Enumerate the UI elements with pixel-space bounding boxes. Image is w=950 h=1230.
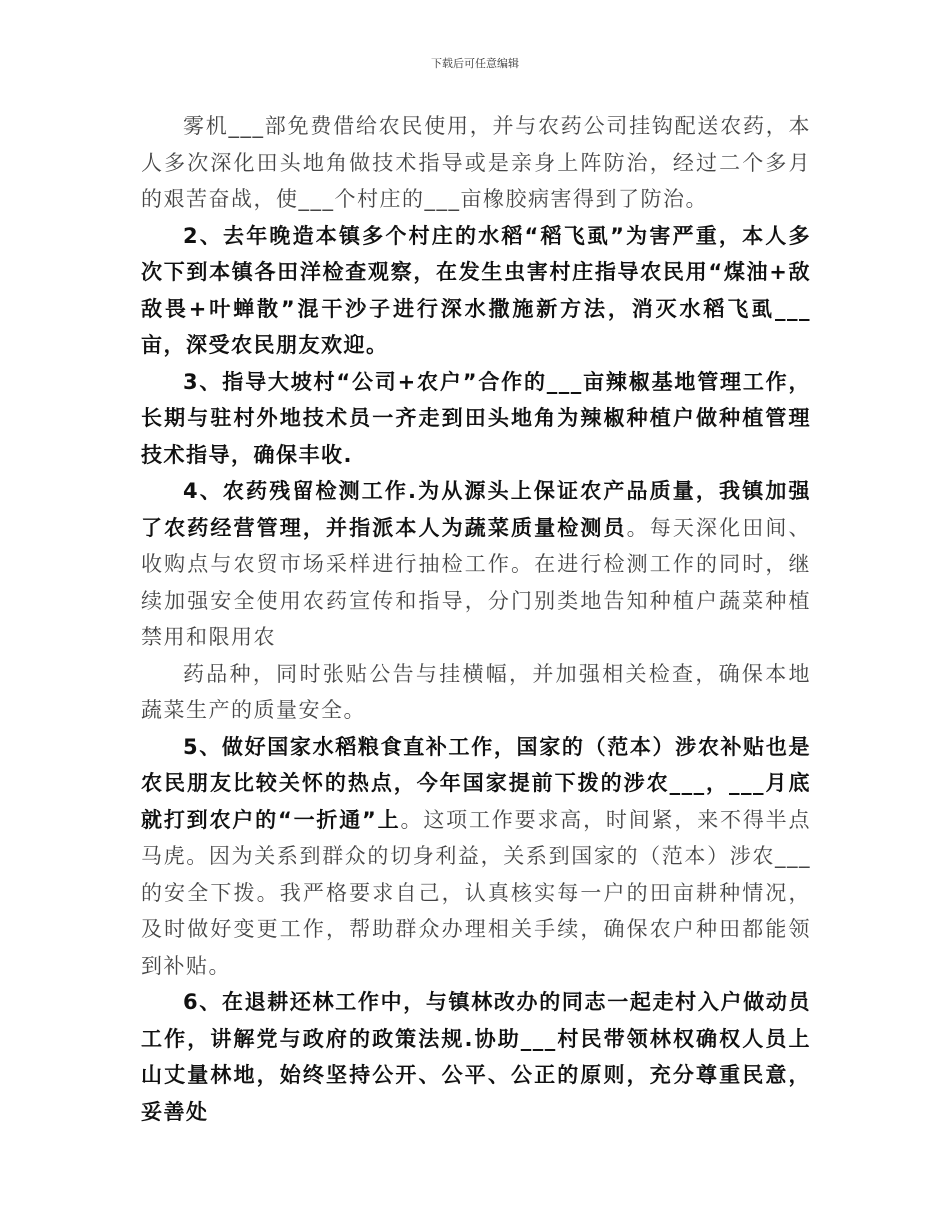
paragraph xyxy=(141,729,811,985)
paragraph xyxy=(141,218,811,364)
paragraph-text: 。这项工作要求高，时间紧，来不得半点马虎。因为关系到群众的切身利益，关系到国家的（范本）涉农___的安全下拨。我严格要求自己，认真核实每一户的田亩耕种情况，及时做好变更工作，帮助群众办理相关手续，确保农户种田都能领到补贴。 xyxy=(141,807,812,978)
paragraph-text: 。每天深化田间、收购点与农贸市场采样进行抽检工作。在进行检测工作的同时，继续加强安全使用农药宣传和指导，分门别类地告知种植户蔬菜种植禁用和限用农 xyxy=(141,515,811,649)
paragraph xyxy=(141,984,811,1130)
document-body xyxy=(141,108,811,1130)
paragraph-text-bold: 3、指导大坡村“公司+农户”合作的___亩辣椒基地管理工作，长期与驻村外地技术员一齐走到田头地角为辣椒种植户做种植管理技术指导，确保丰收. xyxy=(141,369,811,467)
paragraph xyxy=(141,656,811,729)
paragraph-text-bold: 2、去年晚造本镇多个村庄的水稻“稻飞虱”为害严重，本人多次下到本镇各田洋检查观察，在发生虫害村庄指导农民用“煤油+敌敌畏+叶蝉散”混干沙子进行深水撒施新方法，消灭水稻飞虱___亩，深受农民朋友欢迎。 xyxy=(141,223,811,357)
paragraph-text: 药品种，同时张贴公告与挂横幅，并加强相关检查，确保本地蔬菜生产的质量安全。 xyxy=(141,661,811,722)
paragraph-text-bold: 4、农药残留检测工作.为从源头上保证农产品质量，我镇加强了农药经营管理，并指派本人为蔬菜质量检测员 xyxy=(141,479,811,540)
page-header: 下载后可任意编辑 xyxy=(431,57,519,70)
paragraph-text: 雾机___部免费借给农民使用，并与农药公司挂钩配送农药，本人多次深化田头地角做技术指导或是亲身上阵防治，经过二个多月的艰苦奋战，使___个村庄的___亩橡胶病害得到了防治。 xyxy=(141,114,811,211)
paragraph xyxy=(141,108,811,218)
paragraph-text-bold: 5、做好国家水稻粮食直补工作，国家的（范本）涉农补贴也是农民朋友比较关怀的热点，今年国家提前下拨的涉农___，___月底就打到农户的“一折通”上 xyxy=(141,734,811,832)
paragraph-text-bold: 6、在退耕还林工作中，与镇林改办的同志一起走村入户做动员工作，讲解党与政府的政策法规.协助___村民带领林权确权人员上山丈量林地，始终坚持公开、公平、公正的原则，充分尊重民意，妥善处 xyxy=(141,990,811,1124)
paragraph xyxy=(141,364,811,474)
paragraph xyxy=(141,473,811,656)
